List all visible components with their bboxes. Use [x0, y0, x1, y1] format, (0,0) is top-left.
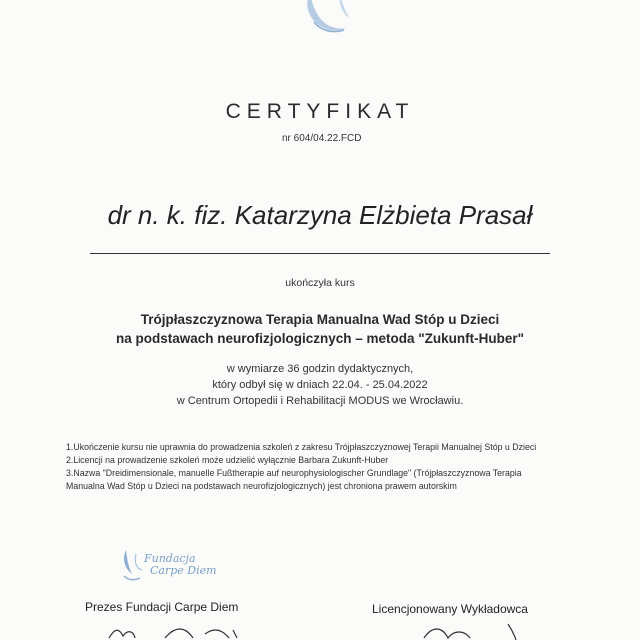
butterfly-icon: [118, 548, 146, 584]
note-line: 1.Ukończenie kursu nie uprawnia do prowadzenia szkoleń z zakresu Trójpłaszczyznowej Terapii Manualnej Stóp u Dzieci: [66, 442, 537, 452]
course-title: [0, 310, 640, 348]
certificate-number: nr 604/04.22.FCD: [282, 133, 362, 144]
recipient-underline: [90, 253, 550, 254]
butterfly-logo-icon: [290, 0, 360, 38]
note-line: 3.Nazwa "Dreidimensionale, manuelle Fußtherapie auf neurophysiologischer Grundlage" (Trójpłaszczyznowa Terapia: [66, 468, 522, 478]
lecturer-signature: [418, 622, 538, 640]
details-line: w Centrum Ortopedii i Rehabilitacji MODUS we Wrocławiu.: [176, 395, 464, 407]
lecturer-signature-label: Licencjonowany Wykładowca: [372, 602, 528, 616]
note-line: 2.Licencji na prowadzenie szkoleń może udzielić wyłącznie Barbara Zukunft-Huber: [66, 455, 389, 465]
course-details: [0, 361, 640, 409]
completed-course-label: ukończyła kurs: [285, 277, 355, 289]
details-line: w wymiarze 36 godzin dydaktycznych,: [226, 363, 414, 375]
foundation-logo-line: Carpe Diem: [150, 564, 217, 577]
president-signature-label: Prezes Fundacji Carpe Diem: [85, 600, 239, 614]
president-signature: [105, 624, 245, 640]
terms-notes: [66, 441, 586, 493]
foundation-logo-text: [144, 553, 217, 577]
course-title-line: Trójpłaszczyznowa Terapia Manualna Wad Stóp u Dzieci: [140, 312, 500, 327]
course-title-line: na podstawach neurofizjologicznych – metoda "Zukunft-Huber": [115, 331, 525, 346]
note-line: Manualna Wad Stóp u Dzieci na podstawach neurofizjologicznych) jest chroniona prawem autorskim: [66, 481, 457, 491]
foundation-logo: [118, 548, 228, 588]
foundation-logo-line: Fundacja: [144, 552, 196, 565]
recipient-name: dr n. k. fiz. Katarzyna Elżbieta Prasał: [107, 200, 533, 230]
certificate-title: CERTYFIKAT: [225, 100, 415, 123]
details-line: który odbył się w dniach 22.04. - 25.04.2022: [212, 379, 428, 391]
